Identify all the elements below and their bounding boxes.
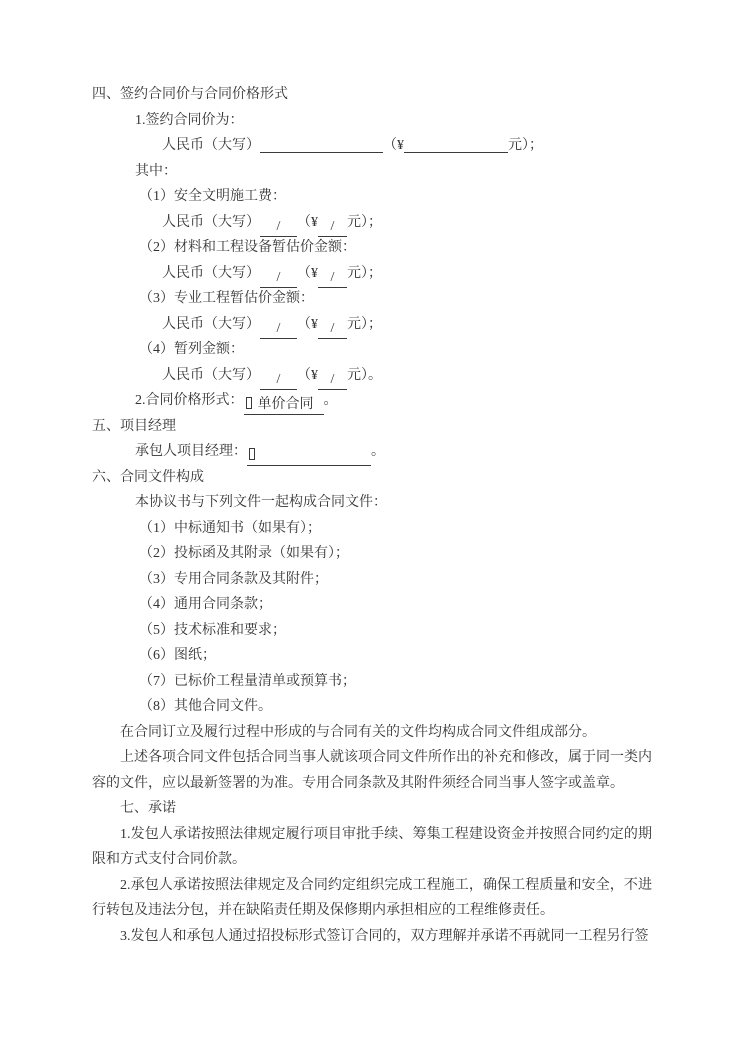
contract-docs-paragraph-1: 在合同订立及履行过程中形成的与合同有关的文件均构成合同文件组成部分。: [120, 724, 596, 740]
section-four-heading: 四、签约合同价与合同价格形式: [92, 87, 288, 102]
line-tail: 。: [323, 393, 338, 408]
amount-in-figures-blank[interactable]: [318, 371, 347, 390]
section-six-heading: 六、合同文件构成: [92, 469, 204, 485]
amount-in-figures-blank[interactable]: [318, 218, 347, 237]
money-prefix: 人民币（大写）: [162, 316, 260, 332]
contract-doc-item-2: （2）投标函及其附录（如果有）；: [139, 546, 349, 561]
commitment-paragraph-1: 1.发包人承诺按照法律规定履行项目审批手续、筹集工程建设资金并按照合同约定的期限和方式支付合同价款。: [92, 826, 652, 867]
yuan-open: （¥: [297, 214, 318, 230]
slash-mark: /: [330, 371, 335, 387]
subitem-4-label: （4）暂列金额：: [139, 342, 244, 357]
subitem-4-amount-line: [92, 363, 652, 389]
section-seven-heading: 七、承诺: [120, 801, 176, 816]
price-form-label: 2.合同价格形式：: [135, 393, 244, 408]
line-tail: 元）；: [347, 265, 382, 281]
yuan-open: （¥: [297, 367, 318, 383]
subitem-2-amount-line: [92, 261, 652, 287]
amount-in-figures-blank[interactable]: [318, 269, 347, 288]
subitem-1-label: （1）安全文明施工费：: [139, 189, 286, 204]
amount-in-figures-blank[interactable]: [404, 134, 508, 153]
amount-in-words-blank[interactable]: [260, 269, 297, 288]
slash-mark: /: [330, 320, 335, 336]
slash-mark: /: [276, 218, 281, 234]
missing-glyph-box-icon: [246, 397, 252, 409]
money-prefix: 人民币（大写）: [162, 138, 260, 153]
line-tail: 元）；: [347, 214, 382, 230]
contract-doc-item-4: （4）通用合同条款；: [139, 597, 272, 612]
slash-mark: /: [276, 269, 281, 285]
subitem-2-label: （2）材料和工程设备暂估价金额：: [139, 240, 356, 255]
price-form-value: 单价合同: [257, 397, 314, 412]
slash-mark: /: [330, 269, 335, 285]
yuan-open: （¥: [383, 138, 404, 153]
contract-doc-item-5: （5）技术标准和要求；: [139, 622, 286, 638]
commitment-paragraph-3: 3.发包人和承包人通过招投标形式签订合同的，双方理解并承诺不再就同一工程另行签: [120, 928, 649, 944]
contract-doc-item-1: （1）中标通知书（如果有）；: [139, 520, 321, 536]
contract-doc-item-3: （3）专用合同条款及其附件；: [139, 571, 328, 587]
amount-in-figures-blank[interactable]: [318, 320, 347, 339]
line-tail: 。: [371, 444, 385, 459]
subitem-3-amount-line: [92, 312, 652, 338]
line-tail: 元）；: [347, 316, 382, 332]
contract-docs-paragraph-2: 上述各项合同文件包括合同当事人就该项合同文件所作出的补充和修改，属于同一类内容的文件，应以最新签署的为准。专用合同条款及其附件须经合同当事人签字或盖章。: [92, 750, 652, 791]
amount-in-words-blank[interactable]: [260, 371, 297, 390]
money-prefix: 人民币（大写）: [162, 214, 260, 230]
slash-mark: /: [330, 218, 335, 234]
project-manager-label: 承包人项目经理：: [135, 444, 247, 459]
yuan-open: （¥: [297, 316, 318, 332]
price-form-line: [92, 388, 652, 414]
line-tail: 元）；: [508, 138, 543, 153]
amount-in-words-blank[interactable]: [260, 218, 297, 237]
price-form-blank[interactable]: [244, 396, 324, 415]
slash-mark: /: [276, 320, 281, 336]
yuan-open: （¥: [297, 265, 318, 281]
project-manager-line: [92, 439, 652, 465]
money-prefix: 人民币（大写）: [162, 265, 260, 281]
slash-mark: /: [276, 371, 281, 387]
section-five-heading: 五、项目经理: [92, 418, 176, 434]
missing-glyph-box-icon: [249, 448, 255, 460]
contract-doc-item-8: （8）其他合同文件。: [139, 699, 272, 714]
money-prefix: 人民币（大写）: [162, 367, 260, 383]
signed-price-amount-line: [92, 133, 652, 159]
subitem-1-amount-line: [92, 210, 652, 236]
subitem-3-label: （3）专业工程暂估价金额：: [139, 291, 314, 306]
signed-price-label: 1.签约合同价为：: [135, 112, 244, 128]
commitment-paragraph-2: 2.承包人承诺按照法律规定及合同约定组织完成工程施工，确保工程质量和安全，不进行转包及违法分包，并在缺陷责任期及保修期内承担相应的工程维修责任。: [92, 877, 652, 918]
contract-doc-item-6: （6）图纸；: [139, 648, 216, 663]
contract-doc-item-7: （7）已标价工程量清单或预算书；: [139, 673, 356, 689]
among-which-label: 其中：: [135, 163, 177, 179]
amount-in-words-blank[interactable]: [260, 320, 297, 339]
project-manager-blank[interactable]: [247, 447, 371, 466]
amount-in-words-blank[interactable]: [260, 134, 383, 153]
contract-docs-intro: 本协议书与下列文件一起构成合同文件：: [135, 495, 387, 510]
line-tail: 元）。: [347, 367, 382, 383]
